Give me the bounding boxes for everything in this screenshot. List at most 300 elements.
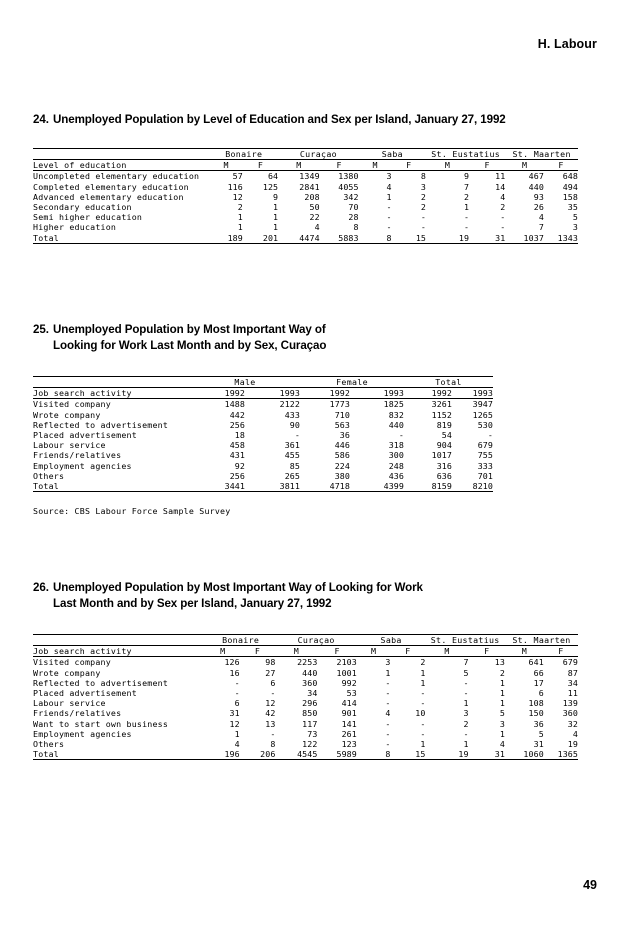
cell: 360 xyxy=(562,708,578,719)
table-row xyxy=(33,708,578,718)
table-row xyxy=(33,171,578,182)
cell: 679 xyxy=(477,440,493,451)
cell: 150 xyxy=(528,708,544,719)
cell: - xyxy=(420,212,427,223)
table-24-bottom-rule xyxy=(33,243,578,244)
cell: 108 xyxy=(528,698,544,709)
running-head: H. Labour xyxy=(537,37,597,51)
table-25-number: 25. xyxy=(33,323,49,336)
group-header-st-maarten: St. Maarten xyxy=(512,635,571,645)
cell: - xyxy=(234,677,240,688)
col-header-bonaire-f: F xyxy=(254,646,261,657)
cell: 530 xyxy=(477,419,493,430)
cell: 42 xyxy=(265,708,276,719)
col-header-maarten-m: M xyxy=(521,160,528,171)
table-26-title xyxy=(33,580,578,612)
cell: - xyxy=(398,430,404,441)
row-label: Placed advertisement xyxy=(33,430,137,441)
cell: 318 xyxy=(388,440,404,451)
row-label: Others xyxy=(33,470,65,481)
cell: 446 xyxy=(334,440,350,451)
cell: 361 xyxy=(284,440,300,451)
row-label: Friends/relatives xyxy=(33,708,122,719)
cell: 36 xyxy=(339,430,350,441)
spacer-cell xyxy=(33,377,190,388)
cell: 1 xyxy=(234,728,240,739)
cell: 3 xyxy=(499,718,505,729)
row-label: Completed elementary education xyxy=(33,181,189,192)
cell: 1060 xyxy=(523,749,544,760)
cell: 6 xyxy=(538,688,544,699)
cell: - xyxy=(385,688,391,699)
cell: 5 xyxy=(572,212,578,223)
cell: 1 xyxy=(463,739,469,750)
table-24-title xyxy=(33,112,578,128)
cell: - xyxy=(385,728,391,739)
table-25-title-line1: Unemployed Population by Most Important Way of xyxy=(53,323,326,336)
group-header-saba: Saba xyxy=(380,635,402,645)
table-row xyxy=(33,192,578,202)
cell: 2122 xyxy=(279,399,300,410)
table-24-number: 24. xyxy=(33,113,49,126)
cell: - xyxy=(420,728,426,739)
cell: 122 xyxy=(302,739,318,750)
cell: 296 xyxy=(302,698,318,709)
cell: 8 xyxy=(385,749,391,760)
cell: 431 xyxy=(229,450,245,461)
table-row xyxy=(33,471,493,481)
cell: - xyxy=(420,718,426,729)
col-header-maarten-f: F xyxy=(558,646,564,657)
cell: 2 xyxy=(420,191,427,202)
cell: - xyxy=(234,688,240,699)
cell: 87 xyxy=(567,667,578,678)
cell: 34 xyxy=(307,688,318,699)
cell: 3 xyxy=(420,181,427,192)
cell: 4399 xyxy=(383,481,404,492)
cell: 1 xyxy=(273,222,279,233)
cell: - xyxy=(463,212,470,223)
cell: 4 xyxy=(572,728,578,739)
col-header-saba-m: M xyxy=(371,646,377,657)
cell: 19 xyxy=(458,232,470,243)
cell: 123 xyxy=(341,739,357,750)
cell: 3441 xyxy=(224,481,245,492)
table-26-title-line2: Last Month and by Sex per Island, January 27, 1992 xyxy=(53,597,332,610)
table-24-block xyxy=(33,112,578,244)
cell: - xyxy=(385,739,391,750)
cell: - xyxy=(385,718,391,729)
cell: - xyxy=(294,430,300,441)
cell: 265 xyxy=(284,470,300,481)
cell: 4 xyxy=(234,739,240,750)
cell: 201 xyxy=(262,232,279,243)
cell: 1825 xyxy=(383,399,404,410)
table-25-stub-header: Job search activity xyxy=(33,388,132,399)
table-26-block xyxy=(33,580,578,760)
cell: 636 xyxy=(436,470,452,481)
cell: 31 xyxy=(494,749,505,760)
cell: 440 xyxy=(388,419,404,430)
cell: 17 xyxy=(533,677,544,688)
cell: 11 xyxy=(567,688,578,699)
cell: 31 xyxy=(533,739,544,750)
col-header-maarten-f: F xyxy=(558,160,564,171)
cell: 8 xyxy=(270,739,276,750)
table-24-group-header-row xyxy=(33,149,578,160)
table-24 xyxy=(33,148,578,244)
cell: 1380 xyxy=(338,171,359,182)
cell: 13 xyxy=(494,657,505,668)
cell: - xyxy=(500,212,506,223)
cell: 256 xyxy=(229,419,245,430)
table-25 xyxy=(33,376,493,492)
cell: 13 xyxy=(265,718,276,729)
cell: - xyxy=(487,430,493,441)
col-header-male-1992: 1992 xyxy=(224,388,245,399)
table-total-row xyxy=(33,233,578,244)
cell: 316 xyxy=(436,460,452,471)
col-header-bonaire-m: M xyxy=(220,646,226,657)
table-row xyxy=(33,222,578,232)
cell: 901 xyxy=(341,708,357,719)
cell: 832 xyxy=(388,409,404,420)
table-row xyxy=(33,657,578,668)
table-row xyxy=(33,678,578,688)
cell: 819 xyxy=(436,419,452,430)
cell: 85 xyxy=(289,460,300,471)
cell: 904 xyxy=(436,440,452,451)
cell: 8 xyxy=(420,171,427,182)
cell: 196 xyxy=(224,749,240,760)
table-row xyxy=(33,440,493,450)
table-row xyxy=(33,719,578,729)
cell: 50 xyxy=(309,202,320,213)
cell: 116 xyxy=(227,181,243,192)
cell: 8159 xyxy=(431,481,452,492)
cell: 19 xyxy=(458,749,469,760)
cell: 360 xyxy=(302,677,318,688)
cell: 31 xyxy=(229,708,240,719)
cell: 3 xyxy=(385,657,391,668)
col-header-saba-f: F xyxy=(405,646,411,657)
row-label: Employment agencies xyxy=(33,460,132,471)
cell: 4 xyxy=(314,222,320,233)
table-row xyxy=(33,688,578,698)
cell: 1365 xyxy=(557,749,578,760)
spacer-cell xyxy=(33,149,209,160)
row-label: Wrote company xyxy=(33,667,101,678)
col-header-curacao-m: M xyxy=(293,646,300,657)
cell: 2 xyxy=(237,202,243,213)
cell: 92 xyxy=(234,460,245,471)
cell: 27 xyxy=(265,667,276,678)
row-label: Labour service xyxy=(33,698,106,709)
cell: 1 xyxy=(499,698,505,709)
cell: 586 xyxy=(334,450,350,461)
cell: 64 xyxy=(267,171,279,182)
cell: 5 xyxy=(463,667,469,678)
cell: 1 xyxy=(237,212,243,223)
group-header-curacao: Curaçao xyxy=(297,635,335,645)
cell: - xyxy=(420,688,426,699)
cell: 31 xyxy=(495,232,506,243)
table-25-title xyxy=(33,322,578,354)
cell: 433 xyxy=(284,409,300,420)
cell: 440 xyxy=(528,181,544,192)
cell: 1017 xyxy=(431,450,452,461)
cell: - xyxy=(385,677,391,688)
cell: 992 xyxy=(341,677,357,688)
cell: 8210 xyxy=(472,481,493,492)
row-label: Reflected to advertisement xyxy=(33,419,169,430)
cell: 4055 xyxy=(338,181,359,192)
table-26-number: 26. xyxy=(33,581,49,594)
group-header-st-maarten: St. Maarten xyxy=(512,149,571,159)
cell: 53 xyxy=(346,688,357,699)
cell: 1 xyxy=(237,222,243,233)
cell: 5 xyxy=(499,708,505,719)
cell: 73 xyxy=(307,728,318,739)
cell: 1 xyxy=(499,688,505,699)
cell: 126 xyxy=(224,657,240,668)
cell: 98 xyxy=(265,657,276,668)
cell: 380 xyxy=(334,470,350,481)
cell: - xyxy=(463,222,470,233)
cell: 158 xyxy=(562,191,578,202)
group-header-saba: Saba xyxy=(381,149,403,159)
col-header-eustatius-m: M xyxy=(444,160,451,171)
cell: 1349 xyxy=(299,171,320,182)
cell: 3947 xyxy=(472,399,493,410)
row-label: Visited company xyxy=(33,399,111,410)
cell: 206 xyxy=(260,749,276,760)
cell: 14 xyxy=(495,181,506,192)
cell: - xyxy=(420,698,426,709)
table-row xyxy=(33,739,578,749)
cell: 4 xyxy=(500,191,506,202)
cell: 1 xyxy=(499,677,505,688)
group-header-total: Total xyxy=(435,377,462,387)
col-header-curacao-f: F xyxy=(336,160,342,171)
cell: 710 xyxy=(334,409,350,420)
cell: 467 xyxy=(528,171,544,182)
col-header-saba-m: M xyxy=(372,160,378,171)
cell: 3 xyxy=(572,222,578,233)
table-26-column-header-row xyxy=(33,646,578,657)
col-header-total-1993: 1993 xyxy=(472,388,493,399)
table-25-bottom-rule xyxy=(33,492,493,493)
cell: 12 xyxy=(229,718,240,729)
table-26 xyxy=(33,634,578,760)
cell: 494 xyxy=(562,181,578,192)
cell: 1037 xyxy=(523,232,544,243)
cell: 35 xyxy=(567,202,578,213)
cell: 2 xyxy=(500,202,506,213)
cell: 12 xyxy=(265,698,276,709)
cell: 9 xyxy=(273,191,279,202)
cell: 1 xyxy=(499,728,505,739)
cell: 342 xyxy=(343,191,359,202)
table-24-column-header-row xyxy=(33,160,578,171)
cell: 4545 xyxy=(297,749,318,760)
table-row xyxy=(33,399,493,410)
col-header-eustatius-f: F xyxy=(484,646,490,657)
cell: 57 xyxy=(232,171,243,182)
cell: 90 xyxy=(289,419,300,430)
cell: 4 xyxy=(386,181,392,192)
cell: 7 xyxy=(463,657,469,668)
cell: 2 xyxy=(463,191,470,202)
table-row xyxy=(33,729,578,739)
cell: 300 xyxy=(388,450,404,461)
cell: 16 xyxy=(229,667,240,678)
table-25-title-line2: Looking for Work Last Month and by Sex, Curaçao xyxy=(53,339,327,352)
row-label: Reflected to advertisement xyxy=(33,677,169,688)
table-row xyxy=(33,410,493,420)
table-26-title-line1: Unemployed Population by Most Important Way of Looking for Work xyxy=(53,581,423,594)
table-total-row xyxy=(33,481,493,492)
row-label: Wrote company xyxy=(33,409,101,420)
row-label: Employment agencies xyxy=(33,728,132,739)
cell: 139 xyxy=(562,698,578,709)
cell: - xyxy=(385,698,391,709)
col-header-bonaire-f: F xyxy=(257,160,264,171)
col-header-eustatius-m: M xyxy=(444,646,450,657)
cell: 2 xyxy=(499,667,505,678)
cell: 1488 xyxy=(224,399,245,410)
table-total-row xyxy=(33,749,578,760)
cell: 1 xyxy=(273,202,279,213)
cell: 5989 xyxy=(336,749,357,760)
cell: 28 xyxy=(348,212,359,223)
table-row xyxy=(33,668,578,678)
cell: - xyxy=(386,202,392,213)
cell: 4474 xyxy=(299,232,320,243)
cell: 256 xyxy=(229,470,245,481)
cell: 248 xyxy=(388,460,404,471)
cell: 7 xyxy=(463,181,470,192)
table-row xyxy=(33,461,493,471)
cell: 189 xyxy=(227,232,243,243)
group-header-st-eustatius: St. Eustatius xyxy=(430,635,500,645)
table-25-block xyxy=(33,322,578,516)
cell: 2253 xyxy=(297,657,318,668)
cell: 3811 xyxy=(279,481,300,492)
table-26-stub-header: Job search activity xyxy=(33,646,132,657)
cell: 701 xyxy=(477,470,493,481)
cell: 755 xyxy=(477,450,493,461)
cell: 10 xyxy=(415,708,426,719)
row-label: Secondary education xyxy=(33,202,132,213)
cell: 1265 xyxy=(472,409,493,420)
table-row xyxy=(33,202,578,212)
table-row xyxy=(33,698,578,708)
table-row xyxy=(33,450,493,460)
cell: 36 xyxy=(533,718,544,729)
cell: 455 xyxy=(284,450,300,461)
cell: 2 xyxy=(420,657,426,668)
cell: 22 xyxy=(309,212,320,223)
col-header-maarten-m: M xyxy=(521,646,528,657)
table-25-source-note: Source: CBS Labour Force Sample Survey xyxy=(33,506,231,517)
table-row xyxy=(33,182,578,192)
row-label: Higher education xyxy=(33,222,117,233)
cell: 1 xyxy=(420,739,426,750)
cell: 1 xyxy=(386,191,392,202)
cell: 1343 xyxy=(557,232,578,243)
cell: 261 xyxy=(341,728,357,739)
cell: 563 xyxy=(334,419,350,430)
cell: - xyxy=(386,212,392,223)
cell: 1 xyxy=(385,667,391,678)
table-24-stub-header: Level of education xyxy=(33,160,127,171)
row-label: Placed advertisement xyxy=(33,688,137,699)
table-24-title-line1: Unemployed Population by Level of Education and Sex per Island, January 27, 1992 xyxy=(53,113,506,126)
col-header-curacao-m: M xyxy=(296,160,302,171)
cell: 850 xyxy=(302,708,318,719)
group-header-bonaire: Bonaire xyxy=(225,149,263,159)
row-label: Semi higher education xyxy=(33,212,143,223)
cell: 679 xyxy=(562,657,578,668)
table-26-bottom-rule xyxy=(33,760,578,761)
cell: 9 xyxy=(463,171,470,182)
cell: 414 xyxy=(341,698,357,709)
cell: 18 xyxy=(234,430,245,441)
table-26-group-header-row xyxy=(33,635,578,646)
cell: 8 xyxy=(353,222,359,233)
cell: 436 xyxy=(388,470,404,481)
row-label: Others xyxy=(33,739,65,750)
cell: - xyxy=(500,222,506,233)
col-header-saba-f: F xyxy=(406,160,412,171)
row-label: Friends/relatives xyxy=(33,450,122,461)
cell: - xyxy=(270,728,276,739)
cell: 2103 xyxy=(336,657,357,668)
row-label: Total xyxy=(33,481,59,492)
cell: 4 xyxy=(538,212,544,223)
cell: 93 xyxy=(533,191,544,202)
cell: 648 xyxy=(562,171,578,182)
cell: 26 xyxy=(533,202,544,213)
cell: 19 xyxy=(567,739,578,750)
table-row xyxy=(33,420,493,430)
col-header-bonaire-m: M xyxy=(223,160,229,171)
cell: 5883 xyxy=(338,232,359,243)
col-header-male-1993: 1993 xyxy=(279,388,300,399)
row-label: Total xyxy=(33,232,59,243)
cell: 442 xyxy=(229,409,245,420)
cell: 3 xyxy=(463,708,469,719)
cell: 12 xyxy=(232,191,243,202)
cell: 333 xyxy=(477,460,493,471)
cell: 117 xyxy=(302,718,318,729)
cell: 4 xyxy=(385,708,391,719)
cell: 34 xyxy=(567,677,578,688)
cell: 3261 xyxy=(431,399,452,410)
cell: 2841 xyxy=(299,181,320,192)
cell: 11 xyxy=(495,171,506,182)
cell: - xyxy=(420,222,427,233)
cell: 1773 xyxy=(329,399,350,410)
col-header-total-1992: 1992 xyxy=(431,388,452,399)
col-header-female-1992: 1992 xyxy=(329,388,350,399)
cell: 125 xyxy=(262,181,279,192)
group-header-bonaire: Bonaire xyxy=(222,635,260,645)
col-header-curacao-f: F xyxy=(334,646,340,657)
cell: 1 xyxy=(420,667,426,678)
cell: 70 xyxy=(348,202,359,213)
